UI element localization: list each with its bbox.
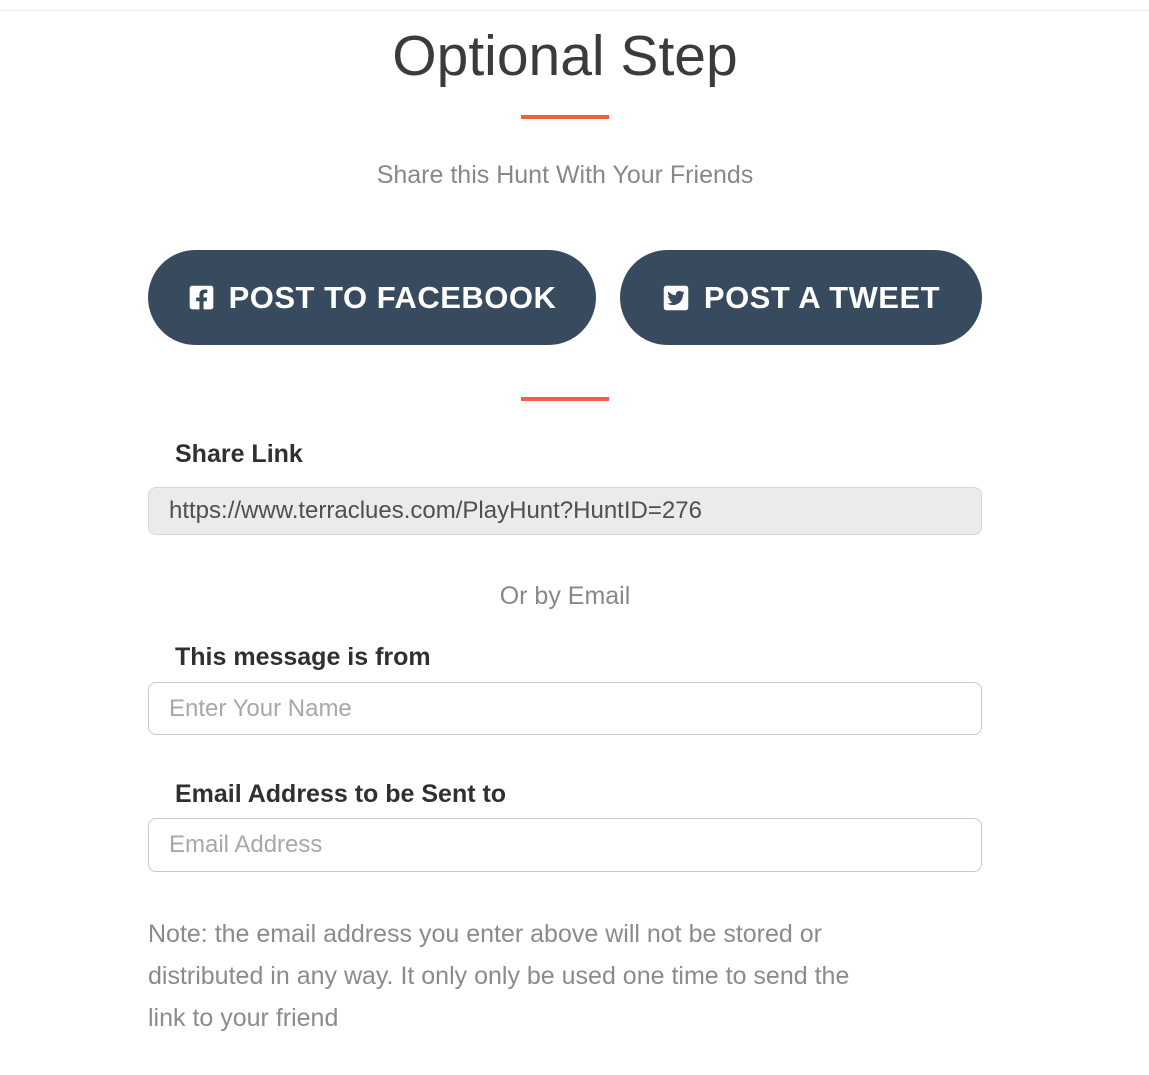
social-button-row (148, 250, 982, 345)
privacy-note-line: distributed in any way. It only only be used one time to send the (148, 962, 850, 990)
privacy-note-line: Note: the email address you enter above will not be stored or (148, 920, 822, 948)
accent-divider (521, 397, 609, 401)
share-link-label: Share Link (175, 440, 303, 468)
or-by-email-heading: Or by Email (499, 582, 631, 610)
facebook-square-icon (188, 284, 215, 311)
message-from-label: This message is from (175, 643, 431, 671)
section-top-divider (0, 10, 1149, 11)
privacy-note-line: link to your friend (148, 1004, 339, 1032)
optional-step-section (148, 23, 982, 1039)
recipient-email-input[interactable] (148, 818, 982, 872)
share-link-input[interactable] (148, 487, 982, 535)
share-subtitle: Share this Hunt With Your Friends (376, 161, 754, 189)
privacy-note (148, 913, 982, 1039)
sender-name-input[interactable] (148, 682, 982, 735)
post-a-tweet-button[interactable] (620, 250, 982, 345)
post-to-facebook-label: POST TO FACEBOOK (228, 279, 557, 315)
accent-divider (521, 115, 609, 119)
twitter-square-icon (662, 284, 690, 312)
email-address-label: Email Address to be Sent to (175, 780, 507, 808)
page-title: Optional Step (392, 24, 738, 88)
post-a-tweet-label: POST A TWEET (703, 279, 941, 315)
post-to-facebook-button[interactable] (148, 250, 596, 345)
